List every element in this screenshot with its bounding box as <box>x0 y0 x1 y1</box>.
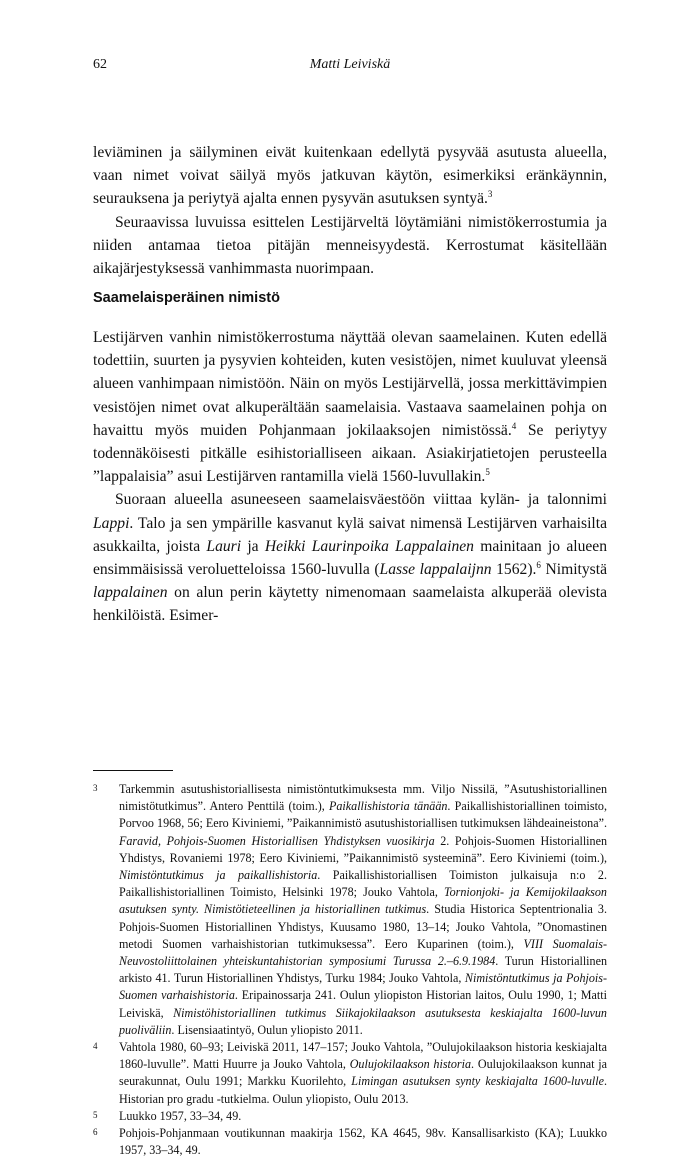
text-run: Se periytyy todennäköisesti pitkälle esihistorialliseen aikaan. Asiakirjatietojen perusteella ”lappalaisia” asui Lestijärven rantamilla vielä 1560-luvullakin. <box>93 421 607 486</box>
text-run: Luukko 1957, 33–34, 49. <box>119 1108 242 1123</box>
text-run: . Lisensiaatintyö, Oulun yliopisto 2011. <box>171 1022 363 1037</box>
paragraph <box>93 211 607 281</box>
text-run: ja <box>241 537 265 555</box>
footnote-reference: 3 <box>487 189 493 200</box>
footnote-rule <box>93 770 173 771</box>
italic-text: Lasse lappalaijnn <box>379 561 492 579</box>
footnotes <box>93 781 607 1159</box>
italic-text: Limingan asutuksen synty keskiajalta 1600-luvulle <box>351 1074 604 1089</box>
italic-text: Lappi <box>93 514 130 532</box>
footnote-number: 5 <box>93 1109 98 1120</box>
text-run: Lestijärven vanhin nimistökerrostuma näyttää olevan saamelainen. Kuten edellä todettiin, suurten ja pysyvien kohteiden, kuten vesistöjen, nimet kuuluvat yleensä alueen vanhimpaan nimistöön. Näin on myös Lestijärvellä, jossa merkittävimpien vesistöjen nimet ovat alkuperältään saamelaisia. Vastaava saamelainen pohja on havaittu myös muiden Pohjanmaan jokilaaksojen nimistössä. <box>93 329 607 439</box>
italic-text: Lauri <box>206 537 242 555</box>
text-run: . Historian pro gradu -tutkielma. Oulun yliopisto, Oulu 2013. <box>119 1074 607 1106</box>
italic-text: Nimistöntutkimus ja Pohjois-Suomen varhaishistoria <box>119 971 607 1003</box>
italic-text: Oulujokilaakson historia <box>349 1057 472 1072</box>
italic-text: Nimistöhistoriallinen tutkimus Siikajokilaakson asutuksesta keskiajalta 1600-luvun puoliväliin <box>119 1005 607 1037</box>
text-run: 2. Pohjois-Suomen Historiallinen Yhdistys, Rovaniemi 1978; Eero Kiviniemi, ”Paikannimistö systeeminä”. Eero Kiviniemi (toim.), <box>119 833 607 865</box>
italic-text: Faravid, Pohjois-Suomen Historiallisen Yhdistyksen vuosikirja <box>119 833 435 848</box>
footnote <box>93 781 607 1039</box>
section-heading: Saamelaisperäinen nimistö <box>93 290 280 306</box>
paragraph <box>93 488 607 627</box>
footnote-number: 4 <box>93 1041 98 1052</box>
text-run: . Paikallishistoriallisen Toimiston julkaisuja n:o 2. Paikallishistoriallinen Toimisto, Helsinki 1978; Jouko Vahtola, <box>119 868 607 900</box>
footnote-reference: 5 <box>485 467 490 478</box>
text-run: Tarkemmin asutushistoriallisesta nimistöntutkimuksesta mm. Viljo Nissilä, ”Asutushistoriallinen nimistötutkimus”. Antero Penttilä (toim.), <box>119 782 607 814</box>
text-run: 1562). <box>491 561 537 579</box>
text-run: Suoraan alueella asuneeseen saamelaisväestöön viittaa kylän- ja talonnimi <box>115 491 607 509</box>
footnote-reference: 4 <box>511 420 517 431</box>
text-run: Seuraavissa luvuissa esittelen Lestijärveltä löytämiäni nimistökerrostumia ja niiden antamaa tietoa pitäjän menneisyydestä. Kerrostumat käsitellään aikajärjestyksessä vanhimmasta nuorimpaan. <box>93 213 607 278</box>
footnote-number: 6 <box>93 1127 98 1138</box>
page-header <box>93 55 607 75</box>
text-run: . Eripainossarja 241. Oulun yliopiston Historian laitos, Oulu 1990, 1; Matti Leiviskä, <box>119 988 607 1020</box>
text-run: mainitaan jo alueen ensimmäisissä veroluetteloissa 1560-luvulla ( <box>93 537 608 579</box>
text-run: Nimitystä <box>540 561 607 579</box>
running-head-author: Matti Leiviskä <box>309 57 391 72</box>
text-run: Vahtola 1980, 60–93; Leiviskä 2011, 147–157; Jouko Vahtola, ”Oulujokilaakson historia keskiajalta 1860-luvulle”. Matti Huurre ja Jouko Vahtola, <box>119 1040 607 1072</box>
text-run: . Oulujokilaakson kunnat ja seurakunnat, Oulu 1991; Markku Kuorilehto, <box>119 1057 607 1089</box>
text-run: . Talo ja sen ympärille kasvanut kylä saivat nimensä Lestijärven varhaisilta asukkailta, joista <box>93 514 607 555</box>
italic-text: VIII Suomalais-Neuvostoliittolainen yhteiskuntahistorian symposiumi Turussa 2.–6.9.1984 <box>119 936 607 969</box>
text-run: . Studia Historica Septentrionalia 3. Pohjois-Suomen Historiallinen Yhdistys, Kuusamo 1980, 13–14; Jouko Vahtola, ”Onomastinen metodi Suomen varhaishistorian tutkimuksessa”. Eero Kuparinen (toim.), <box>119 902 607 951</box>
body-text-section <box>93 326 607 628</box>
footnote <box>93 1108 607 1125</box>
body-text-top <box>93 141 607 280</box>
italic-text: Heikki Laurinpoika Lappalainen <box>264 537 474 555</box>
italic-text: Paikallishistoria tänään <box>328 799 448 814</box>
text-run: . Turun Historiallinen arkisto 41. Turun Historiallinen Yhdistys, Turku 1984; Jouko Vahtola, <box>119 954 607 986</box>
footnote-reference: 6 <box>536 559 541 570</box>
footnote <box>93 1039 607 1108</box>
page-number: 62 <box>93 57 107 72</box>
footnote <box>93 1125 607 1159</box>
footnote-number: 3 <box>93 783 98 793</box>
paragraph <box>93 326 607 488</box>
italic-text: lappalainen <box>93 584 168 602</box>
italic-text: Tornionjoki- ja Kemijokilaakson asutuksen synty. Nimistötieteellinen ja historiallinen tutkimus <box>119 885 607 917</box>
italic-text: Nimistöntutkimus ja paikallishistoria <box>119 868 318 883</box>
text-run: on alun perin käytetty nimenomaan saamelaista alkuperää olevista henkilöistä. Esimer- <box>93 584 607 625</box>
text-run: Pohjois-Pohjanmaan voutikunnan maakirja 1562, KA 4645, 98v. Kansallisarkisto (KA); Luukko 1957, 33–34, 49. <box>119 1126 607 1158</box>
text-run: . Paikallishistoriallinen toimisto, Porvoo 1968, 56; Eero Kiviniemi, ”Paikannimistö asutushistoriallisen tutkimuksen lähdeaineistona”. <box>119 799 608 831</box>
text-run: leviäminen ja säilyminen eivät kuitenkaan edellytä pysyvää asutusta alueella, vaan nimet voivat säilyä myös jatkuvan käytön, esimerkiksi eränkäynnin, seurauksena ja periytyä ajalta ennen pysyvän asutuksen syntyä. <box>93 144 607 208</box>
paragraph <box>93 141 607 211</box>
